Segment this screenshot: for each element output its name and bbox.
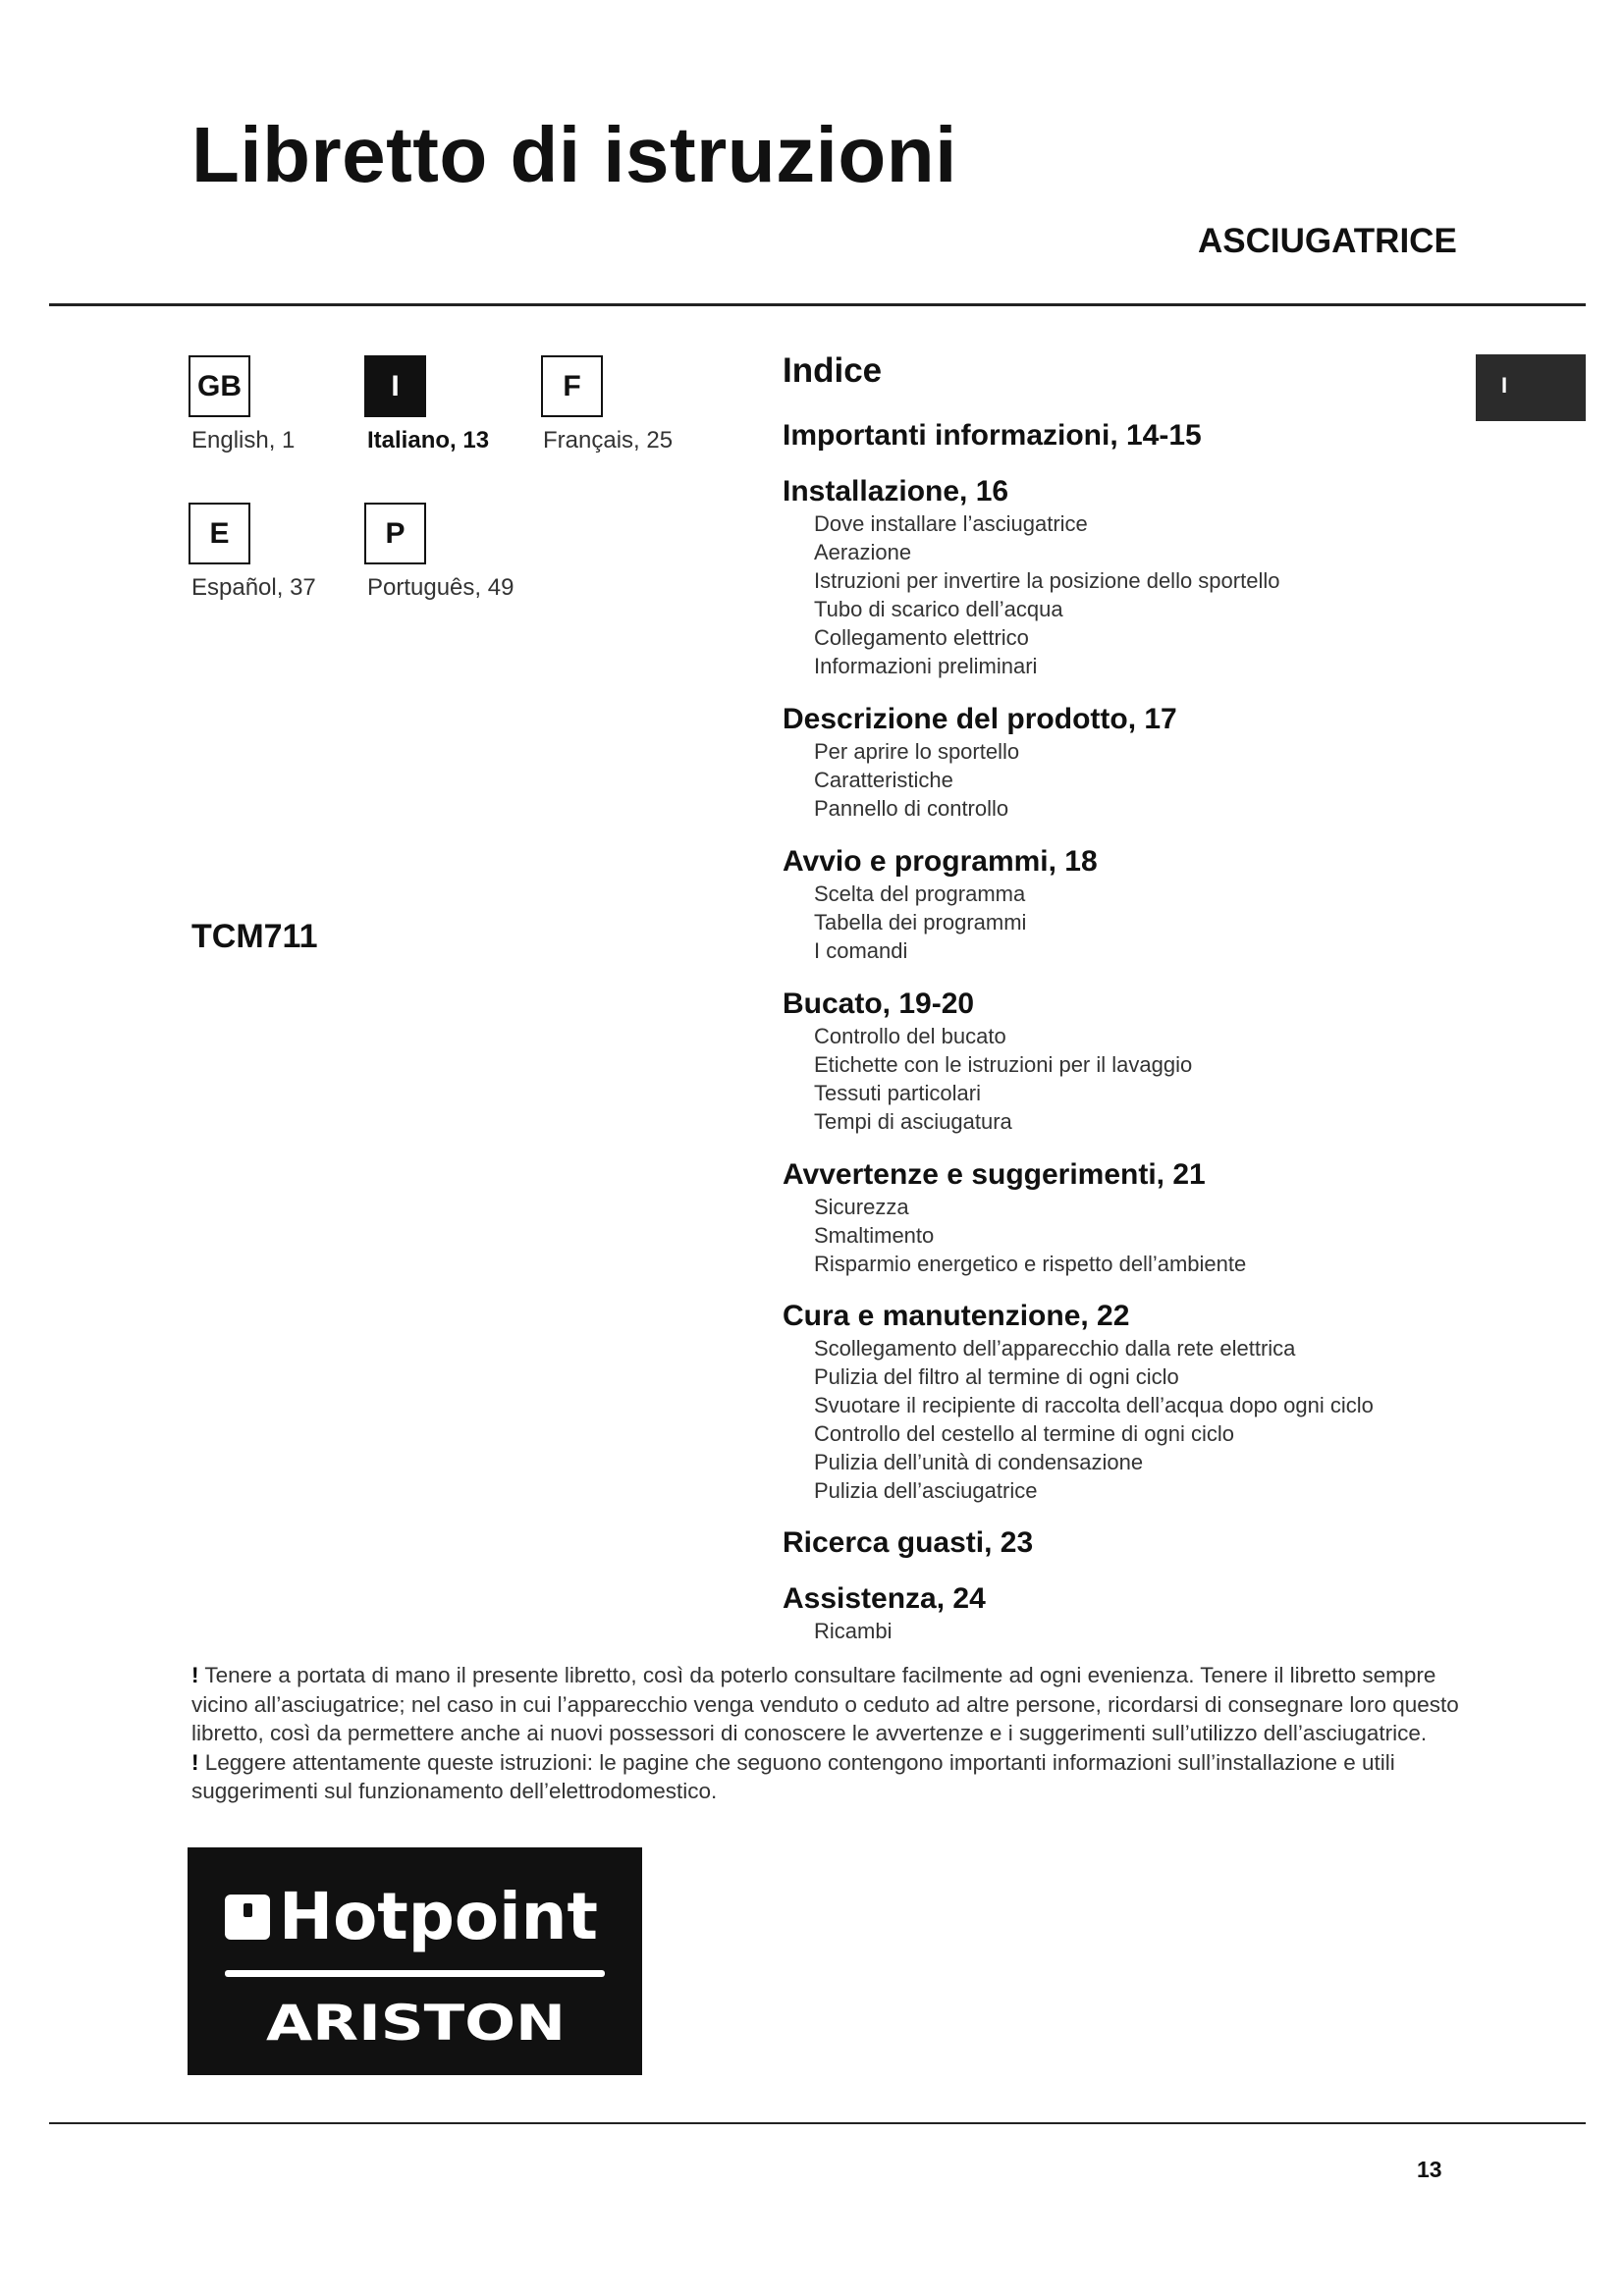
toc-heading[interactable]: Importanti informazioni, 14-15 <box>783 419 1202 452</box>
toc-heading[interactable]: Avvio e programmi, 18 <box>783 845 1098 878</box>
note-paragraph: ! Leggere attentamente queste istruzioni: le pagine che seguono contengono importanti informazioni sull’installazione e utili suggerimenti sul funzionamento dell’elettrodomestico. <box>191 1749 1395 1803</box>
page-subtitle: ASCIUGATRICE <box>1198 222 1457 260</box>
index-title: Indice <box>783 351 883 390</box>
toc-section <box>783 844 1529 965</box>
language-box-it[interactable]: I <box>364 355 426 417</box>
top-divider <box>49 303 1586 306</box>
page-title: Libretto di istruzioni <box>191 111 957 198</box>
language-label-francais[interactable]: Français, 25 <box>543 427 674 454</box>
model-number: TCM711 <box>191 918 318 955</box>
logo-brand-text: Hotpoint <box>279 1879 598 1954</box>
logo-graphic <box>188 1847 642 2075</box>
toc-item[interactable]: Pannello di controllo <box>814 796 1009 821</box>
language-side-tab: I <box>1476 354 1586 421</box>
toc-item[interactable]: Tessuti particolari <box>814 1081 981 1105</box>
toc-item[interactable]: Etichette con le istruzioni per il lavaggio <box>814 1052 1193 1077</box>
toc-heading[interactable]: Bucato, 19-20 <box>783 988 975 1020</box>
toc-item[interactable]: Tempi di asciugatura <box>814 1109 1012 1134</box>
hotpoint-mark-icon <box>225 1895 270 1940</box>
toc-item[interactable]: Aerazione <box>814 540 912 564</box>
language-label-english[interactable]: English, 1 <box>191 427 296 454</box>
hotpoint-ariston-logo <box>188 1847 642 2075</box>
language-box-gb[interactable]: GB <box>189 355 250 417</box>
toc-item[interactable]: Scelta del programma <box>814 881 1026 906</box>
exclamation-icon: ! <box>191 1749 199 1775</box>
language-label-italiano[interactable]: Italiano, 13 <box>367 427 490 454</box>
toc-item[interactable]: Informazioni preliminari <box>814 654 1038 678</box>
toc-section <box>783 1299 1529 1505</box>
toc-item[interactable]: Scollegamento dell’apparecchio dalla rete elettrica <box>814 1336 1296 1361</box>
logo-divider <box>225 1970 605 1977</box>
toc-heading[interactable]: Descrizione del prodotto, 17 <box>783 703 1177 735</box>
toc-section <box>783 474 1529 680</box>
toc-section <box>783 1525 1529 1561</box>
toc-section <box>783 418 1529 454</box>
toc-item[interactable]: Svuotare il recipiente di raccolta dell’acqua dopo ogni ciclo <box>814 1393 1374 1417</box>
language-label-espanol[interactable]: Español, 37 <box>191 574 316 601</box>
toc-section <box>783 702 1529 823</box>
page-number: 13 <box>1417 2157 1442 2182</box>
toc-item[interactable]: Risparmio energetico e rispetto dell’ambiente <box>814 1252 1247 1276</box>
toc-heading[interactable]: Cura e manutenzione, 22 <box>783 1300 1130 1332</box>
toc-item[interactable]: Caratteristiche <box>814 768 953 792</box>
toc-item[interactable]: Smaltimento <box>814 1223 935 1248</box>
notes-block <box>191 1661 1488 1806</box>
toc-heading[interactable]: Assistenza, 24 <box>783 1582 986 1615</box>
language-box-fr[interactable]: F <box>541 355 603 417</box>
toc-item[interactable]: Pulizia dell’asciugatrice <box>814 1478 1038 1503</box>
toc-heading[interactable]: Installazione, 16 <box>783 475 1009 507</box>
toc-item[interactable]: Ricambi <box>814 1619 893 1643</box>
toc-item[interactable]: Collegamento elettrico <box>814 625 1029 650</box>
logo-sub-text: ARISTON <box>266 1995 566 2052</box>
toc-section <box>783 987 1529 1136</box>
toc-item[interactable]: Tabella dei programmi <box>814 910 1027 934</box>
exclamation-icon: ! <box>191 1663 199 1687</box>
language-label-portugues[interactable]: Português, 49 <box>367 574 514 601</box>
language-box-es[interactable]: E <box>189 503 250 564</box>
toc-item[interactable]: Dove installare l’asciugatrice <box>814 511 1088 536</box>
language-box-pt[interactable]: P <box>364 503 426 564</box>
toc-heading[interactable]: Ricerca guasti, 23 <box>783 1526 1034 1559</box>
toc-item[interactable]: Per aprire lo sportello <box>814 739 1020 764</box>
toc-item[interactable]: Pulizia del filtro al termine di ogni ciclo <box>814 1364 1179 1389</box>
toc-item[interactable]: Istruzioni per invertire la posizione dello sportello <box>814 568 1280 593</box>
note-paragraph: ! Tenere a portata di mano il presente libretto, così da poterlo consultare facilmente ad ogni evenienza. Tenere il libretto sempre vicino all’asciugatrice; nel caso in cui l’apparecchio venga venduto o ceduto ad altre persone, ricordarsi di consegnare loro questo libretto, così da permettere anche ai nuovi possessori di conoscere le avvertenze e i suggerimenti sull’utilizzo dell’asciugatrice. <box>191 1663 1459 1745</box>
toc-section <box>783 1581 1529 1645</box>
toc-item[interactable]: Controllo del cestello al termine di ogni ciclo <box>814 1421 1234 1446</box>
toc-heading[interactable]: Avvertenze e suggerimenti, 21 <box>783 1158 1206 1191</box>
toc-item[interactable]: Pulizia dell’unità di condensazione <box>814 1450 1144 1474</box>
toc-item[interactable]: I comandi <box>814 938 908 963</box>
toc-item[interactable]: Tubo di scarico dell’acqua <box>814 597 1063 621</box>
bottom-divider <box>49 2122 1586 2124</box>
toc-item[interactable]: Controllo del bucato <box>814 1024 1006 1048</box>
toc-item[interactable]: Sicurezza <box>814 1195 909 1219</box>
toc-section <box>783 1157 1529 1278</box>
